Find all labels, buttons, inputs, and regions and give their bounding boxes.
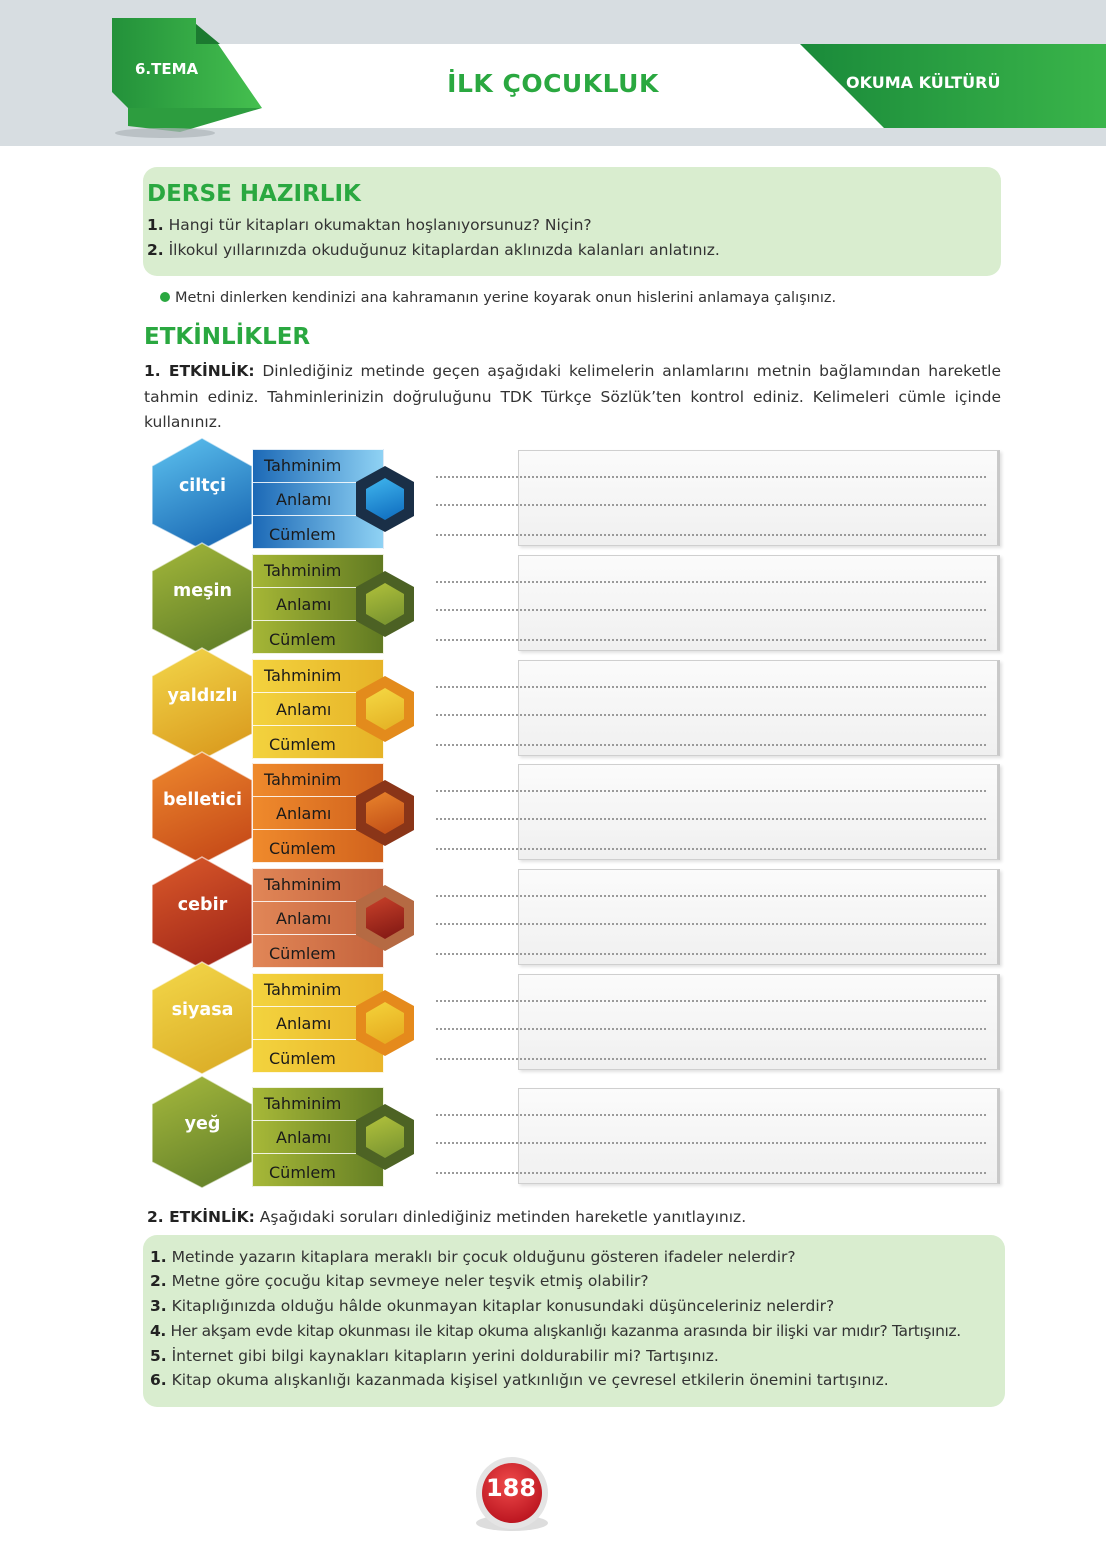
word-row: [140, 760, 1010, 864]
activity1-instructions: 1. ETKİNLİK: Dinlediğiniz metinde geçen aşağıdaki kelimelerin anlamlarını metnin bağlamından hareketle tahmin ediniz. Tahminlerinizin doğruluğunu TDK Türkçe Sözlük’ten kontrol ediniz. Kelimeleri cümle içinde kullanınız.: [144, 362, 1001, 431]
question-4: 4. Her akşam evde kitap okunması ile kitap okuma alışkanlığı kazanma arasında bir ilişki var mıdır? Tartışınız.: [150, 1322, 961, 1340]
page-title: İLK ÇOCUKLUK: [447, 69, 659, 98]
row-label-guess: Tahminim: [264, 875, 342, 894]
activities-heading: ETKİNLİKLER: [144, 324, 311, 350]
row-label-meaning: Anlamı: [276, 804, 332, 823]
answer-line[interactable]: [436, 1114, 986, 1116]
hexagon-ornament-icon: [354, 569, 416, 639]
vocabulary-word: belletici: [163, 790, 242, 810]
answer-line[interactable]: [436, 476, 986, 478]
question-1: 1. Metinde yazarın kitaplara meraklı bir çocuk olduğunu gösteren ifadeler nelerdir?: [150, 1248, 796, 1266]
row-label-meaning: Anlamı: [276, 700, 332, 719]
answer-line[interactable]: [436, 1142, 986, 1144]
answer-panel: [518, 764, 1000, 860]
section-label: OKUMA KÜLTÜRÜ: [846, 73, 1001, 92]
question-5: 5. İnternet gibi bilgi kaynakları kitapların yerini doldurabilir mi? Tartışınız.: [150, 1347, 719, 1365]
prep-item-2: 2. İlkokul yıllarınızda okuduğunuz kitaplardan aklınızda kalanları anlatınız.: [147, 241, 720, 259]
hexagon-ornament-icon: [354, 1102, 416, 1172]
vocabulary-word: yaldızlı: [167, 686, 238, 706]
activity2-instructions: 2. ETKİNLİK: Aşağıdaki soruları dinlediğiniz metinden hareketle yanıtlayınız.: [147, 1208, 747, 1226]
word-row: [140, 865, 1010, 969]
word-row: [140, 970, 1010, 1074]
row-label-guess: Tahminim: [264, 1094, 342, 1113]
answer-line[interactable]: [436, 1028, 986, 1030]
answer-line[interactable]: [436, 848, 986, 850]
row-label-guess: Tahminim: [264, 770, 342, 789]
answer-panel: [518, 660, 1000, 756]
row-label-sentence: Cümlem: [269, 944, 336, 963]
answer-line[interactable]: [436, 1000, 986, 1002]
row-label-sentence: Cümlem: [269, 1049, 336, 1068]
question-6: 6. Kitap okuma alışkanlığı kazanmada kişisel yatkınlığın ve çevresel etkilerin önemini tartışınız.: [150, 1371, 889, 1389]
row-label-sentence: Cümlem: [269, 839, 336, 858]
row-label-meaning: Anlamı: [276, 909, 332, 928]
answer-line[interactable]: [436, 923, 986, 925]
answer-line[interactable]: [436, 790, 986, 792]
answer-line[interactable]: [436, 1058, 986, 1060]
word-row: [140, 551, 1010, 655]
prep-item-1: 1. Hangi tür kitapları okumaktan hoşlanıyorsunuz? Niçin?: [147, 216, 592, 234]
answer-line[interactable]: [436, 504, 986, 506]
vocabulary-word: yeğ: [184, 1114, 221, 1134]
answer-line[interactable]: [436, 534, 986, 536]
vocabulary-word: cebir: [177, 895, 228, 915]
hexagon-ornament-icon: [354, 674, 416, 744]
listening-note: Metni dinlerken kendinizi ana kahramanın yerine koyarak onun hislerini anlamaya çalışınız.: [160, 290, 836, 306]
answer-line[interactable]: [436, 895, 986, 897]
answer-line[interactable]: [436, 744, 986, 746]
row-label-guess: Tahminim: [264, 561, 342, 580]
hexagon-ornament-icon: [354, 464, 416, 534]
answer-panel: [518, 974, 1000, 1070]
hexagon-ornament-icon: [354, 883, 416, 953]
question-2: 2. Metne göre çocuğu kitap sevmeye neler teşvik etmiş olabilir?: [150, 1272, 649, 1290]
answer-line[interactable]: [436, 714, 986, 716]
answer-line[interactable]: [436, 686, 986, 688]
row-label-meaning: Anlamı: [276, 1014, 332, 1033]
row-label-guess: Tahminim: [264, 456, 342, 475]
answer-line[interactable]: [436, 953, 986, 955]
row-label-guess: Tahminim: [264, 980, 342, 999]
answer-line[interactable]: [436, 818, 986, 820]
question-3: 3. Kitaplığınızda olduğu hâlde okunmayan kitaplar konusundaki düşünceleriniz nelerdir?: [150, 1297, 835, 1315]
vocabulary-word: meşin: [173, 581, 232, 601]
row-label-sentence: Cümlem: [269, 735, 336, 754]
word-row: [140, 446, 1010, 550]
vocabulary-word: ciltçi: [178, 476, 227, 496]
answer-line[interactable]: [436, 1172, 986, 1174]
answer-line[interactable]: [436, 609, 986, 611]
row-label-sentence: Cümlem: [269, 1163, 336, 1182]
answer-panel: [518, 555, 1000, 651]
row-label-sentence: Cümlem: [269, 525, 336, 544]
prep-heading: DERSE HAZIRLIK: [147, 181, 361, 207]
row-label-guess: Tahminim: [264, 666, 342, 685]
answer-line[interactable]: [436, 581, 986, 583]
theme-number: 6.TEMA: [135, 60, 199, 78]
row-label-meaning: Anlamı: [276, 595, 332, 614]
word-row: [140, 656, 1010, 760]
vocabulary-word: siyasa: [171, 1000, 234, 1020]
word-row: [140, 1084, 1010, 1188]
answer-line[interactable]: [436, 639, 986, 641]
row-label-meaning: Anlamı: [276, 490, 332, 509]
row-label-sentence: Cümlem: [269, 630, 336, 649]
page-number: 188: [485, 1474, 537, 1502]
answer-panel: [518, 450, 1000, 546]
hexagon-ornament-icon: [354, 988, 416, 1058]
bullet-dot-icon: [160, 292, 170, 302]
answer-panel: [518, 1088, 1000, 1184]
row-label-meaning: Anlamı: [276, 1128, 332, 1147]
answer-panel: [518, 869, 1000, 965]
hexagon-ornament-icon: [354, 778, 416, 848]
